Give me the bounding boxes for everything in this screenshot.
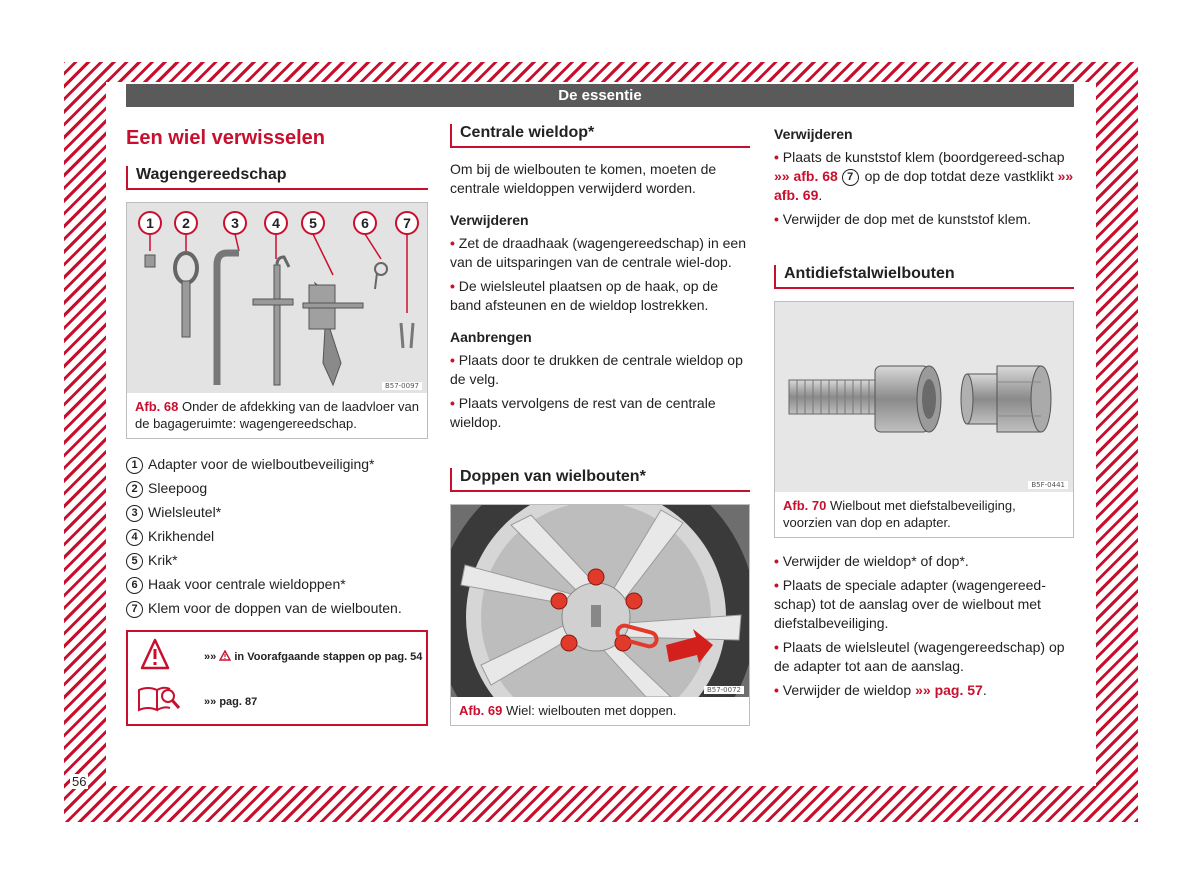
- section-heading-central-cap: Centrale wieldop*: [450, 124, 750, 148]
- intro-paragraph: Om bij de wielbouten te komen, moeten de centrale wieldoppen verwijderd worden.: [450, 161, 717, 196]
- list-item: 6 Haak voor centrale wieldoppen*: [126, 575, 428, 594]
- anti-theft-bolt: [789, 366, 941, 432]
- list-item: • Plaats door te drukken de centrale wieldop op de velg.: [450, 352, 743, 387]
- figure-code: B57-0072: [704, 686, 744, 694]
- callout-7: 7: [403, 215, 411, 231]
- callout-5: 5: [309, 215, 317, 231]
- page-reference[interactable]: »» pag. 87: [204, 696, 258, 708]
- tools-shapes: [145, 253, 413, 385]
- figure-caption: [127, 393, 427, 438]
- caption-text: Wielbout met diefstalbeveiliging, voorzien van dop en adapter.: [783, 498, 1016, 530]
- chevron-icon: »»: [204, 651, 217, 663]
- list-item: • De wielsleutel plaatsen op de haak, op de band afsteunen en de wieldop lostrekken.: [450, 278, 718, 313]
- tools-list: [126, 455, 428, 618]
- tools-drawing: [127, 203, 427, 393]
- list-item: • Plaats vervolgens de rest van de centrale wieldop.: [450, 395, 716, 430]
- figure-tools: [126, 202, 428, 439]
- page-link[interactable]: »» pag. 57: [915, 682, 983, 698]
- callout-2: 2: [182, 215, 190, 231]
- callout-3: 3: [231, 215, 239, 231]
- section-heading-antitheft: Antidiefstalwielbouten: [774, 265, 1074, 289]
- warning-reference[interactable]: »» in Voorafgaande stappen op pag. 54: [204, 651, 423, 663]
- page-number: 56: [72, 774, 87, 789]
- book-search-icon: [136, 684, 182, 714]
- subheading-remove: Verwijderen: [774, 126, 853, 142]
- figure-wheel: [450, 504, 750, 726]
- wheel-illustration: [451, 505, 749, 697]
- chevron-icon: »»: [204, 696, 217, 708]
- column-middle: [450, 124, 750, 726]
- list-item: • Plaats de kunststof klem (boordgereed-schap »» afb. 68 7 op de dop totdat deze vastklikt »» afb. 69.: [774, 149, 1074, 203]
- list-item: • Verwijder de wieldop* of dop*.: [774, 553, 969, 569]
- warning-box: [126, 630, 428, 726]
- small-warning-icon: [219, 650, 231, 661]
- warning-triangle-icon: [140, 638, 170, 672]
- list-item: 3 Wielsleutel*: [126, 503, 428, 522]
- subheading-remove: Verwijderen: [450, 212, 529, 228]
- column-left: [126, 124, 428, 726]
- caption-text: Wiel: wielbouten met doppen.: [505, 703, 677, 718]
- tools-illustration: [127, 203, 427, 393]
- figure-label: Afb. 69: [459, 703, 503, 718]
- callout-6: 6: [361, 215, 369, 231]
- figure-label: Afb. 68: [135, 399, 179, 414]
- column-right: [774, 124, 1074, 705]
- callout-4: 4: [272, 215, 280, 231]
- figure-code: B5F-0441: [1028, 481, 1068, 489]
- list-item: • Plaats de wielsleutel (wagengereedschap) op de adapter tot aan de aanslag.: [774, 639, 1065, 674]
- list-item: 1 Adapter voor de wielboutbeveiliging*: [126, 455, 428, 474]
- section-heading-tools: Wagengereedschap: [126, 166, 428, 190]
- list-item: • Verwijder de dop met de kunststof klem.: [774, 211, 1032, 227]
- bolt-illustration: [775, 302, 1073, 492]
- list-item: • Zet de draadhaak (wagengereedschap) in een van de uitsparingen van de centrale wiel-dop.: [450, 235, 746, 270]
- figure-link[interactable]: »» afb. 68: [774, 168, 838, 184]
- list-item: 2 Sleepoog: [126, 479, 428, 498]
- list-item: 4 Krikhendel: [126, 527, 428, 546]
- list-item: 5 Krik*: [126, 551, 428, 570]
- callout-1: 1: [146, 215, 154, 231]
- section-banner: De essentie: [126, 84, 1074, 107]
- bolt-drawing: [775, 302, 1073, 492]
- wheel-drawing: [451, 505, 749, 697]
- page-title: Een wiel verwisselen: [126, 127, 325, 149]
- subheading-fit: Aanbrengen: [450, 329, 532, 345]
- figure-caption: [451, 697, 749, 725]
- list-item: 7 Klem voor de doppen van de wielbouten.: [126, 599, 428, 618]
- list-item: • Plaats de speciale adapter (wagengereed-schap) tot de aanslag over de wielbout met diefstalbeveiliging.: [774, 577, 1046, 631]
- list-item: • Verwijder de wieldop »» pag. 57.: [774, 682, 987, 698]
- figure-antitheft: [774, 301, 1074, 538]
- figure-label: Afb. 70: [783, 498, 827, 513]
- bolt-cap: [961, 366, 1051, 432]
- figure-code: B57-0097: [382, 382, 422, 390]
- figure-caption: [775, 492, 1073, 537]
- figure-link[interactable]: »» afb. 69: [774, 168, 1074, 203]
- section-heading-bolt-caps: Doppen van wielbouten*: [450, 468, 750, 492]
- caption-text: Onder de afdekking van de laadvloer van de bagageruimte: wagengereedschap.: [135, 399, 420, 431]
